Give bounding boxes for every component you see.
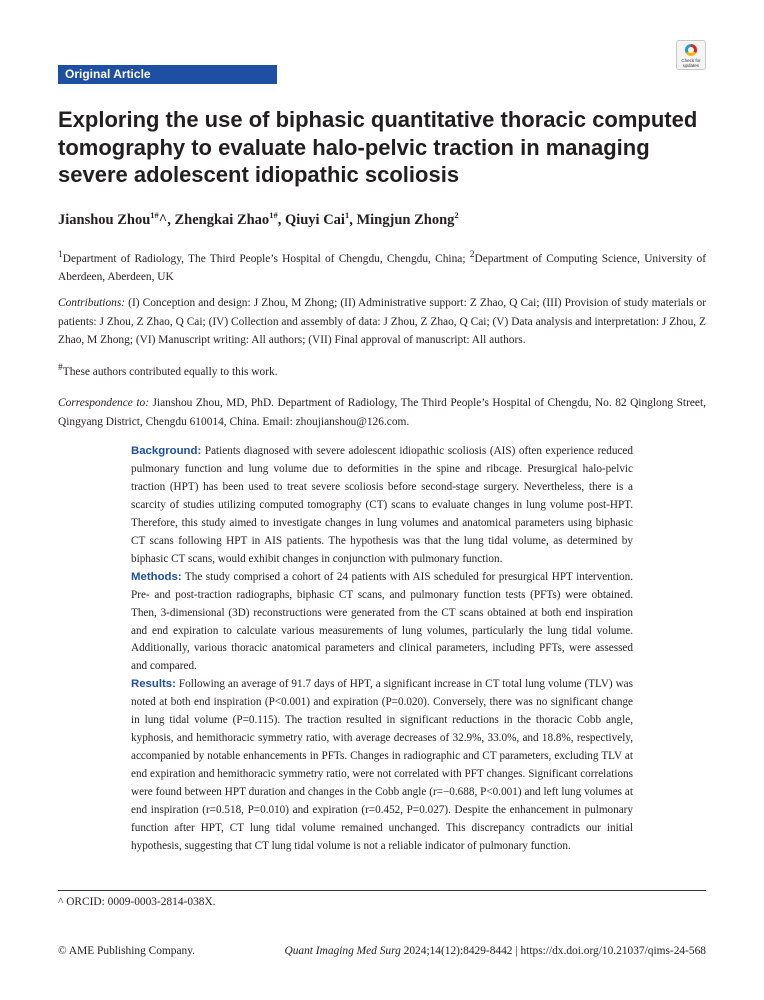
contributions-label: Contributions: bbox=[58, 297, 126, 309]
check-for-updates-label: Check for updates bbox=[681, 58, 701, 68]
author-name: Zhengkai Zhao bbox=[174, 211, 270, 228]
background-heading: Background: bbox=[131, 445, 202, 457]
orcid-note: ^ ORCID: 0009-0003-2814-038X. bbox=[58, 896, 216, 908]
affiliations: $^1$Department of Radiology, The Third People’s Hospital of Chengdu, Chengdu, China; $^2$Department of Computing Science, University of Aberdeen, Aberdeen, UK bbox=[58, 250, 706, 284]
abstract-results: Results: Following an average of 91.7 days of HPT, a significant increase in CT total lung volume (TLV) was noted at both end inspiration (P<0.001) and expiration (P=0.020). Conversely, there was no significant change in lung tidal volume (P=0.115). The traction resulted in significant reductions in the thoracic Cobb angle, kyphosis, and hemithoracic symmetry ratio, with average decreases of 32.9%, 33.0%, and 18.8%, respectively, accompanied by notable enhancements in PFTs. Changes in radiographic and CT parameters, excluding TLV at end expiration and hemithoracic symmetry ratio, were not correlated with PFT changes. Significant correlations were found between HPT duration and changes in the Cobb angle (r=−0.688, P<0.001) and left lung volumes at end inspiration (r=0.518, P=0.010) and expiration (r=0.452, P=0.027). Despite the enhancement in pulmonary function after HPT, CT lung tidal volume remained unchanged. This discrepancy contradicts our initial hypothesis, suggesting that CT lung tidal volume is not a reliable indicator of pulmonary function. bbox=[131, 678, 633, 852]
equal-contribution-note: #These authors contributed equally to this work. bbox=[58, 363, 278, 378]
author-name: Jianshou Zhou bbox=[58, 211, 151, 228]
author-superscript: 1# bbox=[150, 210, 159, 220]
crossmark-icon bbox=[685, 44, 697, 56]
abstract-methods: Methods: The study comprised a cohort of 24 patients with AIS scheduled for presurgical HPT intervention. Pre- and post-traction radiographs, biphasic CT scans, and pulmonary function tests (PFTs) were obtained. Then, 3-dimensional (3D) reconstructions were generated from the CT scans obtained at both end inspiration and end expiration to calculate various measurements of lung volumes, particularly the lung tidal volume. Additionally, various thoracic anatomical parameters and clinical parameters, including PFTs, were assessed and compared. bbox=[131, 570, 633, 673]
abstract-background: Background: Patients diagnosed with severe adolescent idiopathic scoliosis (AIS) often experience reduced pulmonary function and lung volume due to deformities in the spine and ribcage. Presurgical halo-pelvic traction (HPT) has been used to treat severe scoliosis before second-stage surgery. Nevertheless, there is a scarcity of studies utilizing computed tomography (CT) scans to evaluate changes in lung volume post-HPT. Therefore, this study aimed to investigate changes in lung volumes and anatomical parameters using biphasic CT scans following HPT in AIS patients. The hypothesis was that the lung tidal volume, as determined by biphasic CT scans, would exhibit changes in conjunction with pulmonary function. bbox=[131, 445, 633, 565]
check-for-updates-button[interactable] bbox=[676, 40, 706, 70]
footnote-divider bbox=[58, 890, 706, 891]
citation-doi[interactable]: 2024;14(12):8429-8442 | https://dx.doi.org/10.21037/qims-24-568 bbox=[400, 945, 706, 957]
abstract bbox=[131, 443, 633, 856]
author-superscript: 2 bbox=[454, 210, 459, 220]
results-heading: Results: bbox=[131, 678, 176, 691]
publisher-copyright: © AME Publishing Company. bbox=[58, 945, 196, 957]
author-superscript: 1 bbox=[344, 210, 350, 220]
author-superscript: 1# bbox=[269, 210, 278, 220]
article-type-badge: Original Article bbox=[58, 65, 277, 84]
correspondence-label: Correspondence to: bbox=[58, 397, 150, 409]
methods-heading: Methods: bbox=[131, 570, 182, 583]
citation-footer bbox=[284, 945, 706, 957]
article-title: Exploring the use of biphasic quantitative thoracic computed tomography to evaluate halo-pelvic traction in managing severe adolescent idiopathic scoliosis bbox=[58, 107, 698, 187]
author-name: Qiuyi Cai bbox=[284, 211, 345, 228]
author-name: Mingjun Zhong bbox=[356, 211, 455, 228]
journal-name: Quant Imaging Med Surg bbox=[284, 945, 401, 957]
correspondence: Correspondence to: Jianshou Zhou, MD, PhD. Department of Radiology, The Third People’s Hospital of Chengdu, No. 82 Qinglong Street, Qingyang District, Chengdu 610014, China. Email: zhoujianshou@126.com. bbox=[58, 397, 707, 428]
contributions: Contributions: (I) Conception and design: J Zhou, M Zhong; (II) Administrative support: Z Zhao, Q Cai; (III) Provision of study materials or patients: J Zhou, Z Zhao, Q Cai; (IV) Collection and assembly of data: J Zhou, Z Zhao, Q Cai; (V) Data analysis and interpretation: J Zhou, Z Zhao, M Zhong; (VI) Manuscript writing: All authors; (VII) Final approval of manuscript: All authors. bbox=[58, 297, 706, 346]
author-list: Jianshou Zhou$^{1\#}$^, Zhengkai Zhao$^{1\#}$, Qiuyi Cai$^1$, Mingjun Zhong$^2$ bbox=[58, 210, 459, 228]
